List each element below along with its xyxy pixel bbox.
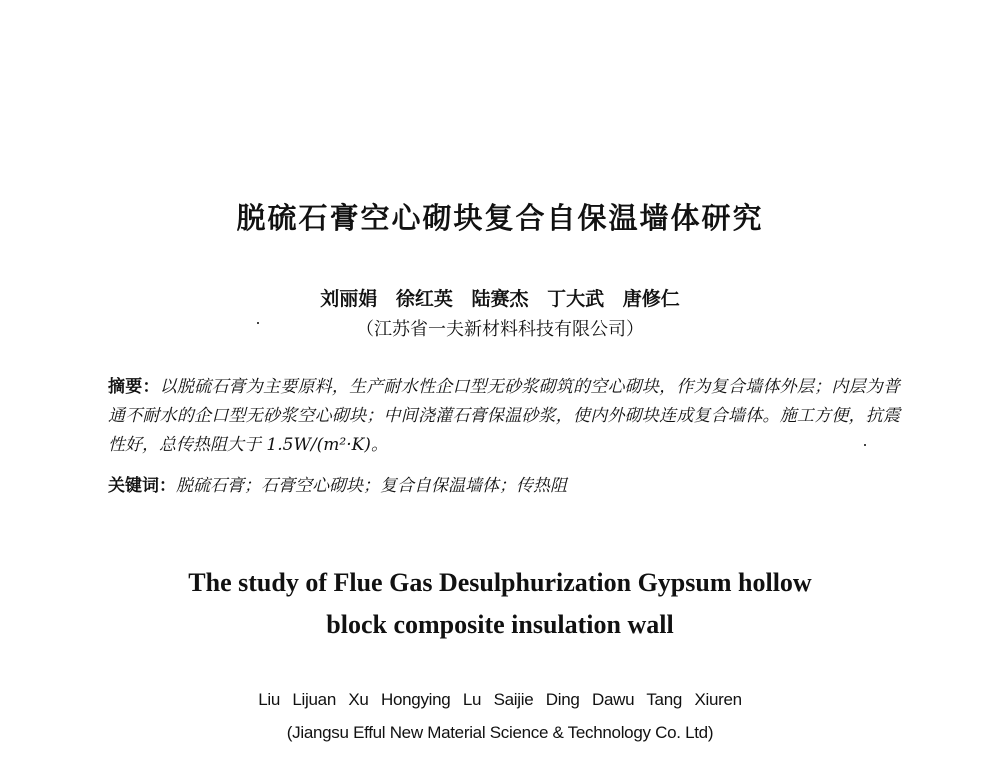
english-affiliation: (Jiangsu Efful New Material Science & Technology Co. Ltd)	[286, 723, 714, 742]
chinese-title: 脱硫石膏空心砌块复合自保温墙体研究	[236, 201, 764, 235]
keywords	[108, 472, 900, 501]
english-title-line-2: block composite insulation wall	[326, 610, 674, 639]
abstract-text: 以脱硫石膏为主要原料，生产耐水性企口型无砂浆砌筑的空心砌块，作为复合墙体外层；内层为普通不耐水的企口型无砂浆空心砌块；中间浇灌石膏保温砂浆，使内外砌块连成复合墙体。施工方便，抗震性好，总传热阻大于 1.5W/(m²·K)。	[108, 377, 901, 455]
keywords-text: 脱硫石膏；石膏空心砌块；复合自保温墙体；传热阻	[176, 476, 567, 496]
abstract-label: 摘要：	[108, 377, 160, 397]
scan-speck	[257, 322, 259, 324]
english-title-line-1: The study of Flue Gas Desulphurization Gypsum hollow	[188, 568, 812, 597]
english-title	[0, 562, 1000, 646]
abstract	[108, 373, 900, 460]
chinese-authors: 刘丽娟 徐红英 陆赛杰 丁大武 唐修仁	[320, 288, 680, 310]
chinese-affiliation: （江苏省一夫新材料科技有限公司）	[356, 319, 644, 340]
english-authors: Liu Lijuan Xu Hongying Lu Saijie Ding Dawu Tang Xiuren	[258, 690, 742, 709]
keywords-label: 关键词：	[108, 476, 176, 496]
